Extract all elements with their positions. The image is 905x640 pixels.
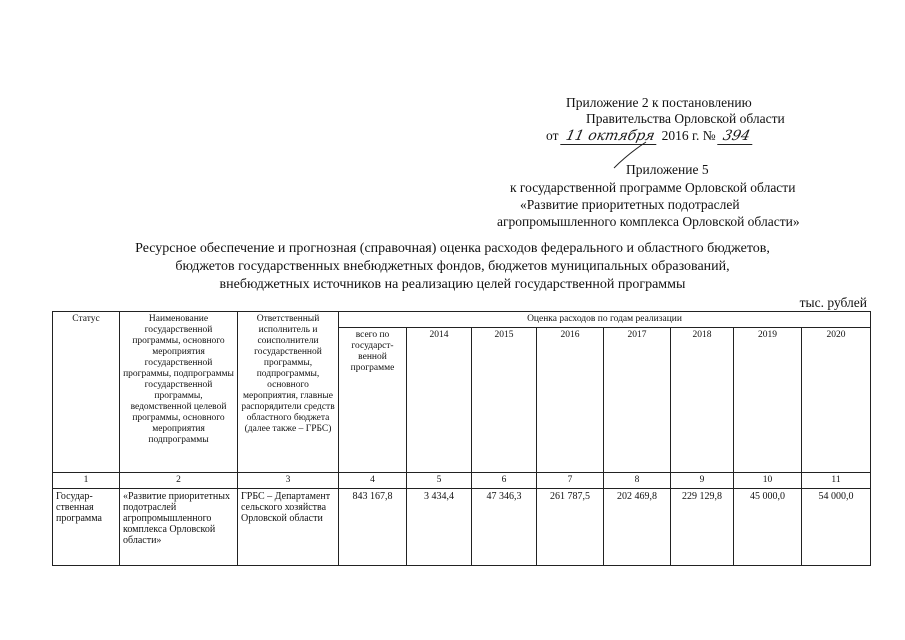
row-value: 229 129,8 (671, 489, 734, 566)
appendix5-program-name-1: «Развитие приоритетных подотраслей (520, 197, 740, 212)
header-year: 2018 (671, 328, 734, 473)
column-number: 5 (407, 473, 472, 489)
appendix5-to-program: к государственной программе Орловской области (510, 180, 796, 195)
column-number: 7 (537, 473, 604, 489)
column-number: 9 (671, 473, 734, 489)
header-year: 2016 (537, 328, 604, 473)
handwritten-number: 394 (717, 128, 755, 145)
column-number: 2 (120, 473, 238, 489)
header-program-name: Наименование государственной программы, основного мероприятия государственной программы, подпрограммы государственной программы, ведомственной целевой программы, основного мероприятия подпрограммы (120, 312, 238, 473)
column-number: 3 (238, 473, 339, 489)
column-number: 1 (53, 473, 120, 489)
table-row (53, 489, 871, 566)
row-value: 202 469,8 (604, 489, 671, 566)
header-year: 2015 (472, 328, 537, 473)
column-number: 4 (339, 473, 407, 489)
header-total: всего по государст-венной программе (339, 328, 407, 473)
expenditure-table (52, 311, 871, 566)
header-status: Статус (53, 312, 120, 473)
row-value: 54 000,0 (802, 489, 871, 566)
row-value: 3 434,4 (407, 489, 472, 566)
appendix2-caption: Приложение 2 к постановлению (566, 95, 752, 110)
row-value: 45 000,0 (734, 489, 802, 566)
document-title-line-3: внебюджетных источников на реализацию целей государственной программы (219, 277, 686, 292)
row-total: 843 167,8 (339, 489, 407, 566)
column-number: 6 (472, 473, 537, 489)
document-title-line-1: Ресурсное обеспечение и прогнозная (справочная) оценка расходов федерального и областного бюджетов, (135, 241, 770, 256)
row-value: 261 787,5 (537, 489, 604, 566)
appendix5-title: Приложение 5 (626, 162, 709, 177)
column-number: 10 (734, 473, 802, 489)
date-prefix: от (546, 128, 559, 143)
header-estimate: Оценка расходов по годам реализации (339, 312, 871, 328)
header-responsible: Ответственный исполнитель и соисполнители государственной программы, подпрограммы, основного мероприятия, главные распорядители средств областного бюджета (далее также – ГРБС) (238, 312, 339, 473)
row-program-name: «Развитие приоритетных подотраслей агропромышленного комплекса Орловской области» (120, 489, 238, 566)
units-label: тыс. рублей (799, 295, 867, 310)
handwritten-date: 11 октября (560, 128, 660, 145)
row-responsible: ГРБС – Департамент сельского хозяйства Орловской области (238, 489, 339, 566)
header-year: 2017 (604, 328, 671, 473)
header-year: 2019 (734, 328, 802, 473)
column-number: 11 (802, 473, 871, 489)
row-status: Государ-ственная программа (53, 489, 120, 566)
document-title-line-2: бюджетов государственных внебюджетных фондов, бюджетов муниципальных образований, (175, 259, 730, 274)
date-suffix: 2016 г. № (661, 128, 716, 143)
column-number: 8 (604, 473, 671, 489)
header-year: 2014 (407, 328, 472, 473)
header-year: 2020 (802, 328, 871, 473)
government-caption: Правительства Орловской области (586, 111, 785, 126)
appendix5-program-name-2: агропромышленного комплекса Орловской области» (497, 214, 800, 229)
row-value: 47 346,3 (472, 489, 537, 566)
